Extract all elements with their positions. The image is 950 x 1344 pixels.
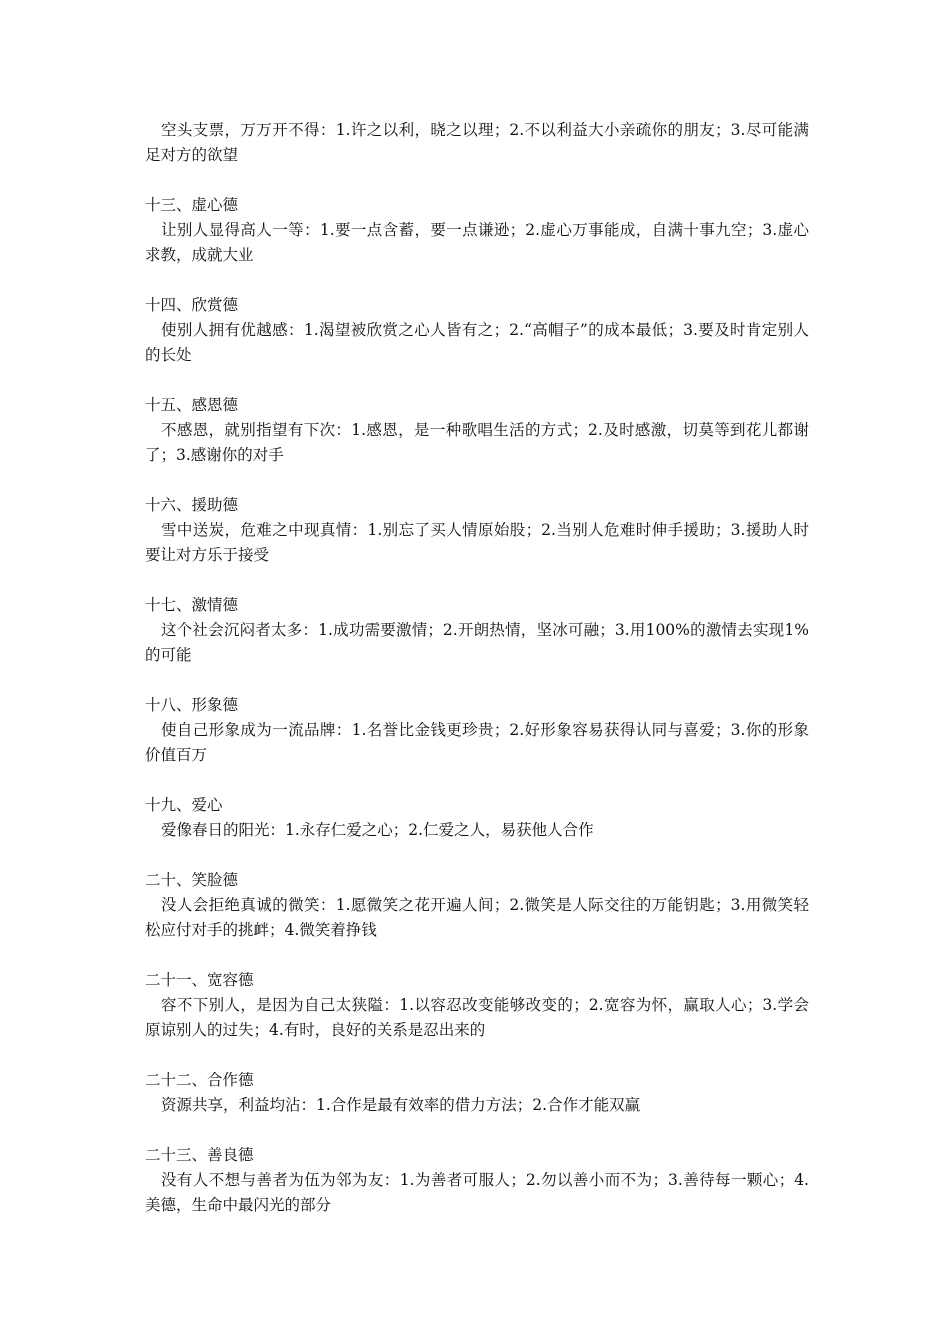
section-paragraph: 没有人不想与善者为伍为邻为友：1.为善者可服人；2.勿以善小而不为；3.善待每一颗心；4.美德，生命中最闪光的部分 <box>145 1171 809 1214</box>
section-heading: 二十三、善良德 <box>145 1146 254 1164</box>
section-heading: 二十二、合作德 <box>145 1071 254 1089</box>
section-19 <box>145 793 809 843</box>
section-23 <box>145 1143 809 1218</box>
section-heading: 十七、激情德 <box>145 596 239 614</box>
section-heading: 十六、援助德 <box>145 496 239 514</box>
section-14 <box>145 293 809 368</box>
section-paragraph: 容不下别人，是因为自己太狭隘：1.以容忍改变能够改变的；2.宽容为怀，赢取人心；3.学会原谅别人的过失；4.有时，良好的关系是忍出来的 <box>145 996 809 1039</box>
section-17 <box>145 593 809 668</box>
section-paragraph: 使别人拥有优越感：1.渴望被欣赏之心人皆有之；2.“高帽子”的成本最低；3.要及时肯定别人的长处 <box>145 321 809 364</box>
section-paragraph: 这个社会沉闷者太多：1.成功需要激情；2.开朗热情，坚冰可融；3.用100%的激情去实现1%的可能 <box>145 621 809 664</box>
section-13 <box>145 193 809 268</box>
section-paragraph: 使自己形象成为一流品牌：1.名誉比金钱更珍贵；2.好形象容易获得认同与喜爱；3.你的形象价值百万 <box>145 721 809 764</box>
section-paragraph: 让别人显得高人一等：1.要一点含蓄，要一点谦逊；2.虚心万事能成，自满十事九空；3.虚心求教，成就大业 <box>145 221 809 264</box>
section-paragraph: 爱像春日的阳光：1.永存仁爱之心；2.仁爱之人，易获他人合作 <box>161 821 594 839</box>
section-20 <box>145 868 809 943</box>
section-heading: 二十、笑脸德 <box>145 871 239 889</box>
section-21 <box>145 968 809 1043</box>
section-heading: 十八、形象德 <box>145 696 239 714</box>
document-page <box>145 118 809 1243</box>
section-heading: 二十一、宽容德 <box>145 971 254 989</box>
intro-section <box>145 118 809 168</box>
section-18 <box>145 693 809 768</box>
intro-paragraph: 空头支票，万万开不得：1.许之以利，晓之以理；2.不以利益大小亲疏你的朋友；3.尽可能满足对方的欲望 <box>145 121 809 164</box>
section-heading: 十三、虚心德 <box>145 196 239 214</box>
section-paragraph: 资源共享，利益均沾：1.合作是最有效率的借力方法；2.合作才能双赢 <box>161 1096 641 1114</box>
section-16 <box>145 493 809 568</box>
section-paragraph: 没人会拒绝真诚的微笑：1.愿微笑之花开遍人间；2.微笑是人际交往的万能钥匙；3.用微笑轻松应付对手的挑衅；4.微笑着挣钱 <box>145 896 809 939</box>
section-15 <box>145 393 809 468</box>
section-heading: 十九、爱心 <box>145 796 223 814</box>
section-paragraph: 雪中送炭，危难之中现真情：1.别忘了买人情原始股；2.当别人危难时伸手援助；3.援助人时要让对方乐于接受 <box>145 521 809 564</box>
section-22 <box>145 1068 809 1118</box>
section-heading: 十五、感恩德 <box>145 396 239 414</box>
section-heading: 十四、欣赏德 <box>145 296 239 314</box>
section-paragraph: 不感恩，就别指望有下次：1.感恩，是一种歌唱生活的方式；2.及时感激，切莫等到花儿都谢了；3.感谢你的对手 <box>145 421 809 464</box>
